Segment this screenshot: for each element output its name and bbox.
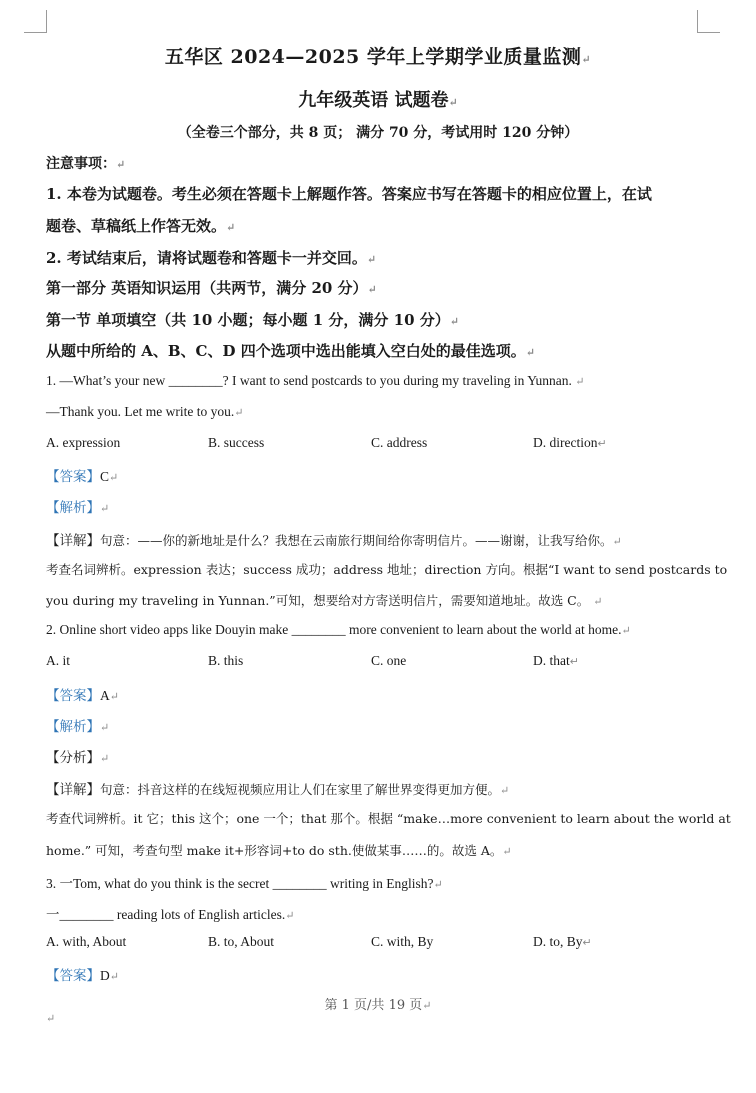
end-paragraph-mark: ↵	[46, 1012, 56, 1025]
crop-mark-top-right	[697, 10, 720, 33]
q2-analysis-label: 【解析】↵	[46, 719, 110, 735]
q1-stem: 1. —What’s your new ________? I want to send postcards to you during my traveling in Yunnan. ↵	[46, 373, 585, 388]
notice-item-2: 2. 考试结束后，请将试题卷和答题卡一并交回。↵	[46, 249, 377, 267]
q2-option-d: D. that↵	[533, 653, 579, 668]
notice-item-1: 1. 本卷为试题卷。考生必须在答题卡上解题作答。答案应书写在答题卡的相应位置上，在试	[46, 185, 652, 203]
q3-option-c: C. with, By	[371, 934, 434, 949]
exam-subtitle: 九年级英语 试题卷↵	[298, 90, 458, 111]
q3-option-b: B. to, About	[208, 934, 275, 949]
part-1-title: 第一部分 英语知识运用（共两节，满分 20 分）↵	[46, 279, 377, 297]
q3-answer: 【答案】D↵	[46, 968, 119, 984]
q2-detail-1: 【详解】句意：抖音这样的在线短视频应用让人们在家里了解世界变得更加方便。↵	[46, 782, 510, 798]
q2-answer: 【答案】A↵	[46, 688, 119, 704]
q2-option-b: B. this	[208, 653, 244, 668]
section-1-title: 第一节 单项填空（共 10 小题；每小题 1 分，满分 10 分）↵	[46, 311, 459, 329]
q1-analysis-label: 【解析】↵	[46, 500, 110, 516]
q2-option-a: A. it	[46, 653, 71, 668]
q2-detail-3: home.” 可知，考查句型 make it+形容词+to do sth.使做某事……的。故选 A。↵	[46, 843, 512, 858]
q1-detail-3: you during my traveling in Yunnan.”可知，想要给对方寄送明信片，需要知道地址。故选 C。 ↵	[46, 593, 603, 608]
section-instruction: 从题中所给的 A、B、C、D 四个选项中选出能填入空白处的最佳选项。↵	[46, 342, 535, 360]
q2-detail-2: 考查代词辨析。it 它；this 这个；one 一个；that 那个。根据 “make…more convenient to learn about the world at	[46, 811, 731, 826]
q1-option-a: A. expression	[46, 435, 121, 450]
q3-option-d: D. to, By↵	[533, 934, 592, 949]
exam-title: 五华区 2024—2025 学年上学期学业质量监测↵	[164, 46, 592, 68]
q1-option-d: D. direction↵	[533, 435, 607, 450]
q3-stem: 3. 一Tom, what do you think is the secret ________ writing in English?↵	[46, 876, 443, 891]
crop-mark-top-left	[24, 10, 47, 33]
notice-item-1-cont: 题卷、草稿纸上作答无效。↵	[46, 217, 236, 235]
q1-response: —Thank you. Let me write to you.↵	[46, 404, 244, 419]
q3-option-a: A. with, About	[46, 934, 127, 949]
notice-label: 注意事项：↵	[46, 156, 126, 172]
q2-option-c: C. one	[371, 653, 407, 668]
q1-detail-1: 【详解】句意：——你的新地址是什么？我想在云南旅行期间给你寄明信片。——谢谢，让我写给你。↵	[46, 533, 622, 549]
q1-option-b: B. success	[208, 435, 265, 450]
q1-option-c: C. address	[371, 435, 428, 450]
q2-stem: 2. Online short video apps like Douyin make ________ more convenient to learn about the world at home.↵	[46, 622, 631, 637]
page-footer: 第 1 页/共 19 页↵	[324, 998, 432, 1013]
q1-detail-2: 考查名词辨析。expression 表达；success 成功；address 地址；direction 方向。根据“I want to send postcards to	[46, 562, 728, 577]
q3-response: 一________ reading lots of English articles.↵	[46, 907, 295, 922]
q1-answer: 【答案】C↵	[46, 469, 119, 485]
exam-info: （全卷三个部分，共 8 页； 满分 70 分，考试用时 120 分钟）	[177, 125, 579, 141]
q2-fenxi-label: 【分析】↵	[46, 750, 110, 766]
